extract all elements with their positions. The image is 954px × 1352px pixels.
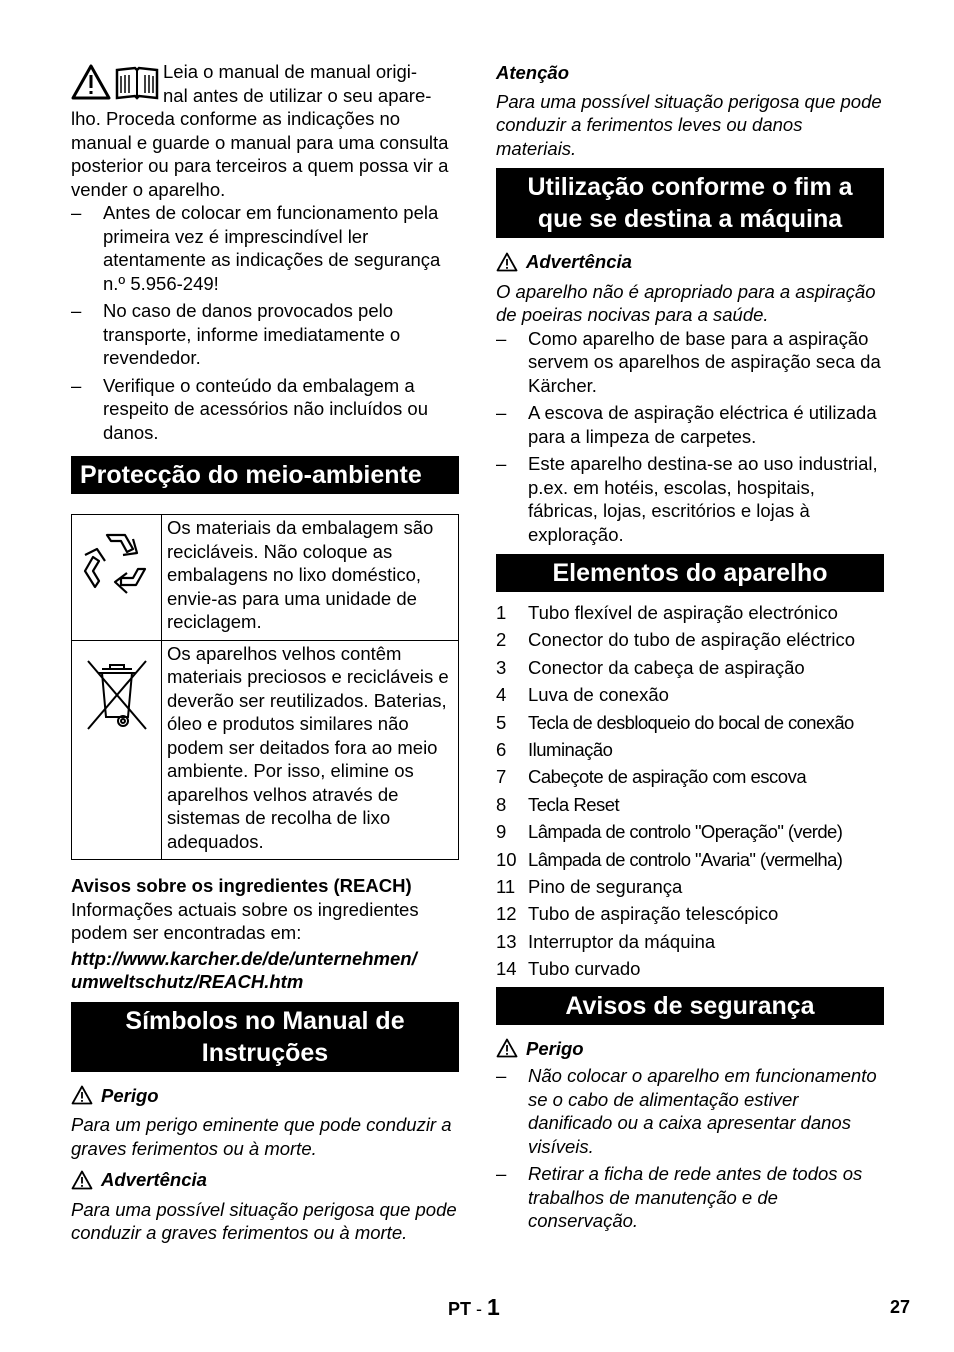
right-column [496, 60, 884, 1237]
warning-icon [496, 252, 518, 272]
safety-list [496, 1064, 884, 1233]
list-item: – Retirar a ficha de rede antes de todos os trabalhos de manutenção e de conservação. [496, 1163, 863, 1232]
warning-icon [71, 1085, 93, 1105]
reach-title: Avisos sobre os ingredientes (REACH) [71, 875, 412, 896]
atencao-text: Para uma possível situação perigosa que pode conduzir a ferimentos leves ou danos materiais. [496, 90, 882, 159]
disposal-text: Os aparelhos velhos contêm materiais preciosos e recicláveis e deverão ser reutilizados. Baterias, óleo e produtos similares não podem ser deitados fora ao meio ambiente. Por isso, elimine os aparelhos velhos através de sistemas de recolha de lixo adequados. [162, 640, 459, 860]
atencao-label: Atenção [496, 62, 569, 83]
list-item: 3 Conector da cabeça de aspiração [496, 656, 805, 678]
list-item: – Verifique o conteúdo da embalagem a respeito de acessórios não incluídos ou danos. [71, 374, 428, 443]
intro-icons [71, 64, 163, 106]
list-item: – Este aparelho destina-se ao uso industrial, p.ex. em hotéis, escolas, hospitais, fábricas, lojas, escritórios e lojas à exploração. [496, 453, 878, 545]
perigo-signal: Perigo [71, 1084, 459, 1108]
intro-line-b: nal antes de utilizar o seu apare- [163, 84, 432, 106]
usage-heading: Utilização conforme o fim a que se destina a máquina [496, 168, 884, 238]
list-item: 11 Pino de segurança [496, 875, 683, 897]
intro-block [71, 60, 459, 201]
list-item: – Não colocar o aparelho em funcionamento se o cabo de alimentação estiver danificado ou a caixa apresentar danos visíveis. [496, 1065, 877, 1157]
usage-advertencia-signal: Advertência [496, 250, 884, 274]
symbols-heading: Símbolos no Manual de Instruções [71, 1002, 459, 1072]
intro-text: lho. Proceda conforme as indicações no manual e guarde o manual para uma consulta posterior ou para terceiros a quem possa vir a vender o aparelho. [71, 108, 449, 200]
footer-section-marker: PT - 1 [448, 1294, 500, 1320]
environment-table [71, 514, 459, 860]
page-number: 27 [890, 1297, 911, 1317]
list-item: 13 Interruptor da máquina [496, 930, 716, 952]
advertencia-signal: Advertência [71, 1168, 459, 1192]
environment-heading: Protecção do meio-ambiente [71, 456, 459, 494]
list-item: – Antes de colocar em funcionamento pela primeira vez é imprescindível ler atentamente as indicações de segurança n.º 5.956-249! [71, 202, 441, 294]
advertencia-text: Para uma possível situação perigosa que pode conduzir a graves ferimentos ou à morte. [71, 1198, 457, 1243]
reach-section [71, 874, 459, 994]
recycle-text: Os materiais da embalagem são recicláveis. Não coloque as embalagens no lixo doméstico, envie-as para uma unidade de reciclagem. [162, 515, 459, 641]
list-item: 9 Lâmpada de controlo "Operação" (verde) [496, 821, 843, 843]
warning-icon [496, 1038, 518, 1058]
list-item: 6 Iluminação [496, 738, 613, 760]
left-column [71, 60, 459, 1245]
list-item: 12 Tubo de aspiração telescópico [496, 903, 779, 925]
disposal-icon-cell [72, 640, 162, 860]
usage-advertencia-text: O aparelho não é apropriado para a aspiração de poeiras nocivas para a saúde. [496, 280, 876, 325]
recycle-icon-cell [72, 515, 162, 641]
safety-heading: Avisos de segurança [496, 987, 884, 1025]
crossed-bin-icon [82, 655, 152, 735]
reach-text: Informações actuais sobre os ingredientes podem ser encontradas em: [71, 898, 419, 943]
list-item: – A escova de aspiração eléctrica é utilizada para a limpeza de carpetes. [496, 402, 877, 447]
elements-list [496, 601, 884, 981]
perigo-text: Para um perigo eminente que pode conduzir a graves ferimentos ou à morte. [71, 1114, 452, 1159]
list-item: 4 Luva de conexão [496, 684, 669, 706]
intro-line-a: Leia o manual de manual origi- [163, 61, 418, 82]
list-item: 10 Lâmpada de controlo "Avaria" (vermelha) [496, 848, 843, 870]
list-item: 14 Tubo curvado [496, 958, 641, 980]
warning-icon [71, 64, 111, 100]
table-row [72, 640, 459, 860]
safety-perigo-signal: Perigo [496, 1037, 884, 1061]
list-item: 7 Cabeçote de aspiração com escova [496, 766, 807, 788]
intro-list [71, 201, 459, 444]
list-item: 8 Tecla Reset [496, 793, 620, 815]
usage-list [496, 327, 884, 547]
list-item: 1 Tubo flexível de aspiração electrónico [496, 602, 838, 623]
recycle-icon [81, 529, 153, 601]
list-item: – Como aparelho de base para a aspiração servem os aparelhos de aspiração seca da Kärcher. [496, 327, 881, 396]
elements-heading: Elementos do aparelho [496, 554, 884, 592]
list-item: 2 Conector do tubo de aspiração eléctrico [496, 629, 856, 651]
table-row [72, 515, 459, 641]
list-item: – No caso de danos provocados pelo transporte, informe imediatamente o revendedor. [71, 300, 401, 368]
warning-icon [71, 1170, 93, 1190]
reach-url-a: http://www.karcher.de/de/unternehmen/ [71, 947, 417, 969]
reach-url-b: umweltschutz/REACH.htm [71, 971, 304, 992]
manual-book-icon [115, 64, 159, 100]
list-item: 5 Tecla de desbloqueio do bocal de conexão [496, 711, 854, 733]
